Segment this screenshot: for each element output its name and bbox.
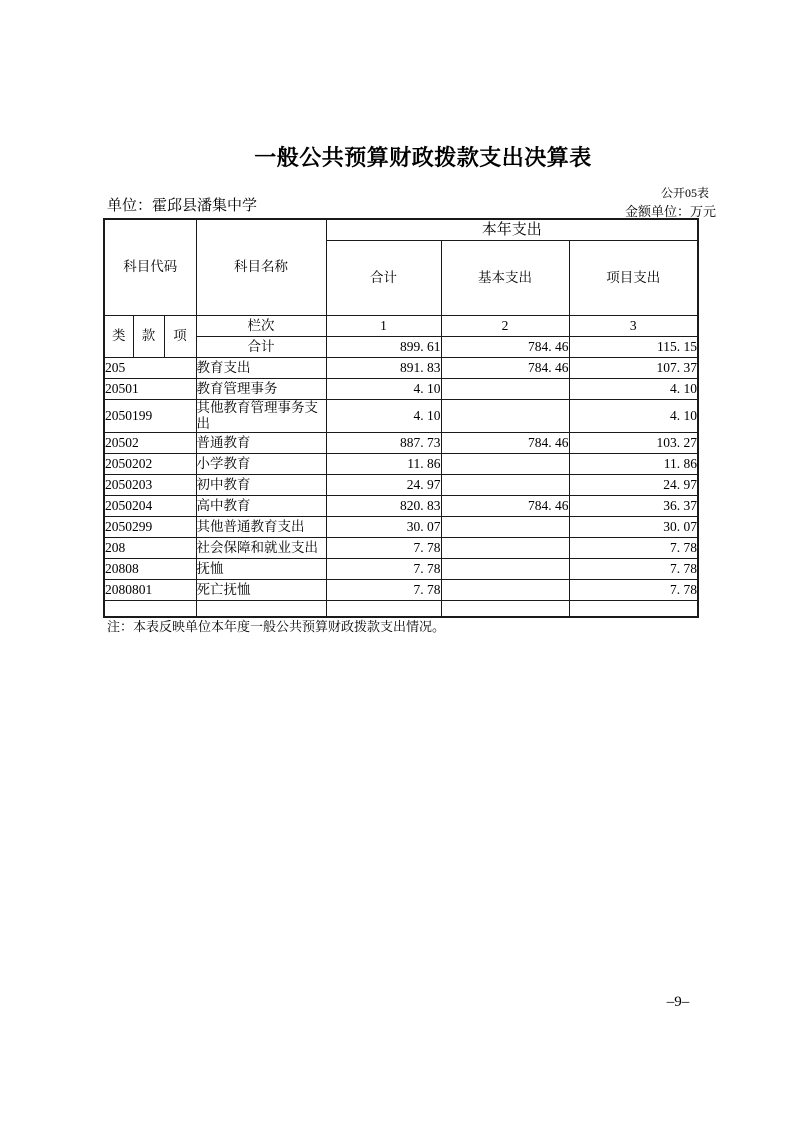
column-number-1: 1 (326, 315, 441, 336)
page-number: –9– (666, 994, 690, 1010)
subject-name-cell: 小学教育 (196, 453, 326, 474)
subject-code-cell: 2050199 (104, 399, 196, 432)
grand-total-project: 115. 15 (569, 336, 698, 357)
project-value-cell: 7. 78 (569, 558, 698, 579)
page-title: 一般公共预算财政拨款支出决算表 (254, 145, 592, 170)
header-project-expenditure: 项目支出 (569, 240, 698, 315)
subject-code-cell: 2050202 (104, 453, 196, 474)
subject-code-cell: 208 (104, 537, 196, 558)
subject-code-cell: 20502 (104, 432, 196, 453)
grand-total-basic: 784. 46 (441, 336, 569, 357)
subject-code-cell: 20501 (104, 378, 196, 399)
table-row (104, 495, 698, 516)
project-value-cell: 11. 86 (569, 453, 698, 474)
unit-name-label: 单位：霍邱县潘集中学 (107, 198, 258, 214)
column-index-label: 栏次 (196, 315, 326, 336)
form-code-label: 公开05表 (660, 186, 709, 200)
total-value-cell: 4. 10 (326, 399, 441, 432)
table-row (104, 357, 698, 378)
header-category: 类 (104, 315, 133, 357)
project-value-cell (569, 600, 698, 617)
project-value-cell: 4. 10 (569, 399, 698, 432)
table-row (104, 516, 698, 537)
total-value-cell: 4. 10 (326, 378, 441, 399)
table-data-rows (104, 357, 698, 617)
basic-value-cell: 784. 46 (441, 495, 569, 516)
table-row (104, 600, 698, 617)
project-value-cell: 7. 78 (569, 579, 698, 600)
subject-code-cell: 2050299 (104, 516, 196, 537)
project-value-cell: 36. 37 (569, 495, 698, 516)
basic-value-cell (441, 558, 569, 579)
subject-name-cell: 教育支出 (196, 357, 326, 378)
header-item: 项 (164, 315, 196, 357)
basic-value-cell (441, 399, 569, 432)
subject-name-cell (196, 600, 326, 617)
subject-code-cell: 2080801 (104, 579, 196, 600)
subject-name-cell: 教育管理事务 (196, 378, 326, 399)
basic-value-cell (441, 474, 569, 495)
amount-unit-label: 金额单位：万元 (624, 204, 716, 219)
subject-code-cell: 205 (104, 357, 196, 378)
total-value-cell: 7. 78 (326, 579, 441, 600)
subject-code-cell: 2050203 (104, 474, 196, 495)
subject-name-cell: 社会保障和就业支出 (196, 537, 326, 558)
header-basic-expenditure: 基本支出 (441, 240, 569, 315)
grand-total-label: 合计 (196, 336, 326, 357)
total-value-cell: 30. 07 (326, 516, 441, 537)
grand-total-total: 899. 61 (326, 336, 441, 357)
total-value-cell: 7. 78 (326, 537, 441, 558)
total-value-cell: 11. 86 (326, 453, 441, 474)
table-header (104, 219, 698, 357)
header-subject-code: 科目代码 (104, 219, 196, 315)
header-current-year-expenditure: 本年支出 (326, 219, 698, 240)
subject-name-cell: 其他普通教育支出 (196, 516, 326, 537)
project-value-cell: 30. 07 (569, 516, 698, 537)
basic-value-cell (441, 537, 569, 558)
column-index-row (104, 315, 698, 336)
total-value-cell: 24. 97 (326, 474, 441, 495)
subject-code-cell: 20808 (104, 558, 196, 579)
total-value-cell: 7. 78 (326, 558, 441, 579)
header-section: 款 (133, 315, 164, 357)
total-value-cell: 820. 83 (326, 495, 441, 516)
subject-code-cell: 2050204 (104, 495, 196, 516)
subject-name-cell: 抚恤 (196, 558, 326, 579)
expenditure-table (103, 218, 699, 618)
table-row (104, 399, 698, 432)
basic-value-cell: 784. 46 (441, 432, 569, 453)
subject-name-cell: 其他教育管理事务支出 (196, 399, 326, 432)
project-value-cell: 107. 37 (569, 357, 698, 378)
table-row (104, 558, 698, 579)
total-value-cell: 891. 83 (326, 357, 441, 378)
table-row (104, 474, 698, 495)
project-value-cell: 103. 27 (569, 432, 698, 453)
table-row (104, 579, 698, 600)
project-value-cell: 4. 10 (569, 378, 698, 399)
total-value-cell (326, 600, 441, 617)
table-row (104, 537, 698, 558)
basic-value-cell (441, 600, 569, 617)
basic-value-cell: 784. 46 (441, 357, 569, 378)
table-row (104, 378, 698, 399)
subject-code-cell (104, 600, 196, 617)
table-row (104, 432, 698, 453)
header-total: 合计 (326, 240, 441, 315)
project-value-cell: 24. 97 (569, 474, 698, 495)
document-note: 注：本表反映单位本年度一般公共预算财政拨款支出情况。 (107, 619, 446, 634)
basic-value-cell (441, 579, 569, 600)
column-number-2: 2 (441, 315, 569, 336)
basic-value-cell (441, 453, 569, 474)
table-row (104, 453, 698, 474)
subject-name-cell: 初中教育 (196, 474, 326, 495)
subject-name-cell: 死亡抚恤 (196, 579, 326, 600)
header-subject-name: 科目名称 (196, 219, 326, 315)
basic-value-cell (441, 378, 569, 399)
basic-value-cell (441, 516, 569, 537)
header-row-1 (104, 219, 698, 240)
total-value-cell: 887. 73 (326, 432, 441, 453)
column-number-3: 3 (569, 315, 698, 336)
subject-name-cell: 普通教育 (196, 432, 326, 453)
subject-name-cell: 高中教育 (196, 495, 326, 516)
project-value-cell: 7. 78 (569, 537, 698, 558)
